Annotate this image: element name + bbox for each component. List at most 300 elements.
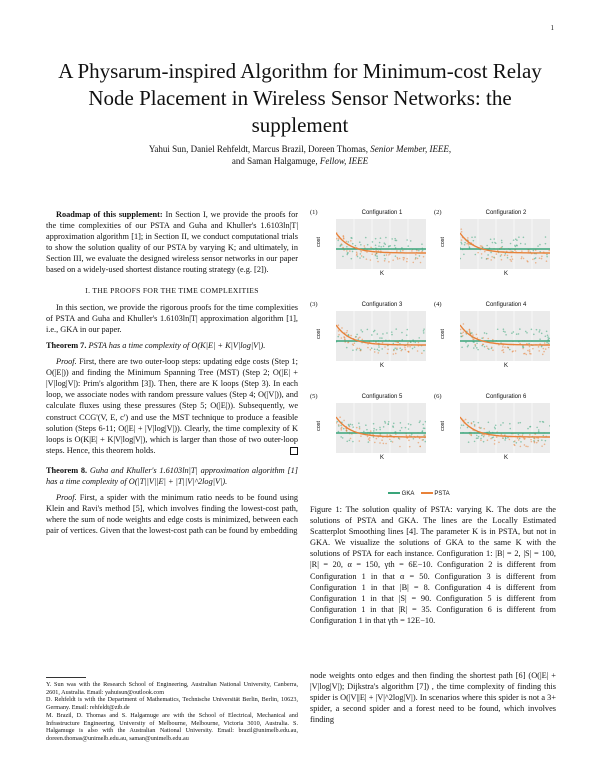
- psta-point: [507, 346, 509, 348]
- footnote-rule: [46, 677, 86, 678]
- gka-point: [460, 242, 462, 244]
- gka-point: [543, 435, 545, 437]
- gka-point: [547, 334, 549, 336]
- psta-point: [461, 239, 463, 241]
- psta-point: [352, 343, 354, 345]
- gka-point: [376, 252, 378, 254]
- gka-point: [515, 246, 517, 248]
- gka-point: [346, 347, 348, 349]
- proof-7: [46, 356, 298, 456]
- gka-point: [423, 332, 425, 334]
- gka-point: [347, 252, 349, 254]
- gka-point: [375, 255, 377, 257]
- proof-8: [46, 492, 298, 536]
- gka-point: [336, 421, 338, 423]
- panel-title: Configuration 5: [361, 394, 403, 400]
- gka-point: [539, 329, 541, 331]
- gka-point: [375, 244, 377, 246]
- gka-point: [422, 424, 424, 426]
- psta-point: [364, 245, 366, 247]
- gka-point: [477, 437, 479, 439]
- gka-point: [356, 349, 358, 351]
- psta-point: [340, 429, 342, 431]
- gka-point: [406, 329, 408, 331]
- gka-point: [379, 337, 381, 339]
- psta-point: [385, 443, 387, 445]
- gka-point: [377, 333, 379, 335]
- panel-y-label: cost: [440, 236, 447, 248]
- psta-point: [338, 424, 340, 426]
- psta-point: [487, 338, 489, 340]
- gka-point: [423, 350, 425, 352]
- gka-point: [539, 244, 541, 246]
- gka-point: [519, 328, 521, 330]
- gka-point: [492, 436, 494, 438]
- psta-point: [397, 258, 399, 260]
- psta-point: [368, 438, 370, 440]
- psta-point: [381, 439, 383, 441]
- psta-point: [521, 250, 523, 252]
- psta-point: [349, 250, 351, 252]
- psta-point: [529, 351, 531, 353]
- gka-point: [359, 257, 361, 259]
- gka-point: [545, 243, 547, 245]
- gka-point: [378, 245, 380, 247]
- gka-point: [471, 236, 473, 238]
- gka-point: [349, 440, 351, 442]
- gka-point: [476, 342, 478, 344]
- gka-point: [395, 328, 397, 330]
- gka-point: [363, 256, 365, 258]
- psta-point: [484, 434, 486, 436]
- gka-point: [379, 429, 381, 431]
- psta-point: [346, 330, 348, 332]
- psta-point: [338, 324, 340, 326]
- gka-point: [401, 332, 403, 334]
- plot-background: [336, 403, 426, 453]
- psta-point: [399, 258, 401, 260]
- psta-point: [524, 444, 526, 446]
- gka-point: [356, 334, 358, 336]
- psta-point: [346, 250, 348, 252]
- gka-point: [487, 254, 489, 256]
- psta-point: [465, 419, 467, 421]
- gka-point: [497, 328, 499, 330]
- psta-point: [527, 350, 529, 352]
- gka-point: [543, 421, 545, 423]
- gka-point: [384, 254, 386, 256]
- gka-point: [541, 333, 543, 335]
- authors-line-1: Yahui Sun, Daniel Rehfeldt, Marcus Brazil, Doreen Thomas,: [148, 144, 371, 154]
- gka-point: [419, 422, 421, 424]
- psta-point: [487, 258, 489, 260]
- psta-point: [346, 332, 348, 334]
- gka-point: [379, 242, 381, 244]
- gka-point: [393, 349, 395, 351]
- psta-point: [370, 247, 372, 249]
- qed-icon: [290, 447, 298, 455]
- gka-point: [371, 347, 373, 349]
- psta-point: [491, 346, 493, 348]
- gka-point: [538, 331, 540, 333]
- psta-point: [379, 442, 381, 444]
- psta-point: [548, 250, 550, 252]
- gka-point: [481, 345, 483, 347]
- psta-point: [543, 351, 545, 353]
- page-number: 1: [550, 24, 554, 32]
- psta-point: [511, 256, 513, 258]
- psta-point: [346, 430, 348, 432]
- psta-point: [369, 440, 371, 442]
- psta-point: [356, 253, 358, 255]
- psta-point: [397, 341, 399, 343]
- psta-point: [367, 347, 369, 349]
- psta-point: [520, 446, 522, 448]
- gka-point: [366, 429, 368, 431]
- gka-point: [352, 349, 354, 351]
- gka-point: [376, 255, 378, 257]
- gka-point: [516, 245, 518, 247]
- panel-label: (4): [434, 301, 442, 308]
- psta-point: [388, 261, 390, 263]
- psta-point: [341, 327, 343, 329]
- gka-point: [376, 429, 378, 431]
- psta-point: [469, 329, 471, 331]
- gka-point: [367, 244, 369, 246]
- psta-point: [492, 339, 494, 341]
- psta-point: [546, 260, 548, 262]
- psta-point: [501, 254, 503, 256]
- gka-point: [546, 256, 548, 258]
- psta-point: [521, 256, 523, 258]
- psta-point: [384, 260, 386, 262]
- panel-x-label: K: [379, 363, 384, 369]
- gka-point: [352, 426, 354, 428]
- figure-caption: Figure 1: The solution quality of PSTA: varying K. The dots are the solutions of PSTA and GKA. The lines are the Locally Estimated Scatterplot Smoothing lines [4]. The parameter K is in PSTA, but not in GKA. We visualize the solutions of GKA to the same K with the solutions of PSTA for each instance. Configuration 1: |B| = 2, |S| = 100, |R| = 20, α = 150, γth = 6E−10. Configuration 2 is different from Configuration 1 in that α = 50. Configuration 3 is different from Configuration 1 in that |B| = 8. Configuration 4 is different from Configuration 1 in that |S| = 90. Configuration 5 is different from Configuration 1 in that |R| = 35. Configuration 6 is different from Configuration 1 in that γth = 12E−10.: [310, 505, 556, 625]
- gka-point: [337, 336, 339, 338]
- gka-point: [383, 245, 385, 247]
- psta-point: [395, 353, 397, 355]
- psta-point: [460, 228, 462, 230]
- psta-point: [470, 435, 472, 437]
- author-list: [120, 143, 480, 167]
- gka-point: [546, 342, 548, 344]
- theorem-8-statement: Guha and Khuller's 1.6103ln|T| approximation algorithm [1] has a time complexity of O(|T||V||E| + |T||V|^2log|V|).: [46, 465, 298, 486]
- psta-point: [538, 346, 540, 348]
- psta-point: [522, 435, 524, 437]
- gka-point: [516, 333, 518, 335]
- psta-point: [419, 446, 421, 448]
- gka-point: [367, 329, 369, 331]
- figure-1: [308, 209, 558, 501]
- panel-x-label: K: [379, 271, 384, 277]
- roadmap-text: In Section I, we provide the proofs for the time complexities of our PSTA and Guha and Khuller's 1.6103ln|T| approximation algorithm [1]; in Section II, we conduct computational trials to show the solution quality of our PSTA by varying K; and ultimately, in Section III, we evaluate the designed wireless sensor networks in our paper based on a widely-used shortest distance routing strategy (e.g. [2]).: [46, 210, 298, 275]
- psta-point: [339, 416, 341, 418]
- gka-point: [365, 237, 367, 239]
- gka-point: [486, 333, 488, 335]
- gka-point: [463, 424, 465, 426]
- section-1-intro: In this section, we provide the rigorous proofs for the time complexities of PSTA and Guha and Khuller's 1.6103ln|T| approximation algorithm [1], i.e., GKA in our paper.: [46, 302, 298, 334]
- psta-point: [476, 334, 478, 336]
- gka-point: [380, 246, 382, 248]
- psta-point: [488, 435, 490, 437]
- psta-point: [524, 438, 526, 440]
- gka-point: [408, 423, 410, 425]
- psta-point: [356, 427, 358, 429]
- figure-legend: [388, 491, 450, 497]
- gka-point: [347, 241, 349, 243]
- gka-point: [381, 348, 383, 350]
- gka-point: [533, 250, 535, 252]
- gka-point: [484, 332, 486, 334]
- psta-point: [541, 256, 543, 258]
- psta-point: [360, 251, 362, 253]
- psta-point: [509, 439, 511, 441]
- psta-point: [359, 440, 361, 442]
- gka-point: [394, 245, 396, 247]
- left-column: [46, 209, 298, 536]
- psta-point: [474, 344, 476, 346]
- gka-point: [415, 257, 417, 259]
- gka-point: [346, 254, 348, 256]
- psta-point: [367, 436, 369, 438]
- psta-point: [359, 348, 361, 350]
- gka-point: [360, 329, 362, 331]
- psta-point: [408, 440, 410, 442]
- gka-point: [490, 239, 492, 241]
- panel-plot: [460, 311, 550, 361]
- gka-point: [539, 338, 541, 340]
- gka-point: [505, 253, 507, 255]
- psta-point: [541, 445, 543, 447]
- psta-point: [539, 257, 541, 259]
- gka-point: [464, 242, 466, 244]
- gka-point: [516, 442, 518, 444]
- figure-panel-6: [432, 393, 550, 465]
- psta-point: [405, 349, 407, 351]
- plot-background: [460, 311, 550, 361]
- gka-point: [400, 250, 402, 252]
- gka-point: [355, 245, 357, 247]
- gka-point: [509, 423, 511, 425]
- panel-plot: [460, 219, 550, 269]
- proof-8-text: First, a spider with the minimum ratio needs to be found using Klein and Ravi's method [5], which involves finding the lowest-cost path, where the sum of node weights and edge costs is minimized, between each pair of vertices. Given that the lowest-cost path can be found by embedding: [46, 493, 298, 536]
- gka-point: [379, 427, 381, 429]
- gka-point: [383, 426, 385, 428]
- roadmap-heading: Roadmap of this supplement:: [56, 210, 163, 219]
- psta-point: [534, 442, 536, 444]
- gka-point: [493, 238, 495, 240]
- gka-point: [363, 431, 365, 433]
- gka-point: [343, 428, 345, 430]
- psta-point: [343, 420, 345, 422]
- gka-point: [362, 331, 364, 333]
- psta-point: [416, 250, 418, 252]
- psta-point: [369, 437, 371, 439]
- gka-point: [511, 332, 513, 334]
- gka-point: [352, 441, 354, 443]
- gka-point: [386, 332, 388, 334]
- plot-background: [336, 219, 426, 269]
- gka-point: [524, 243, 526, 245]
- psta-point: [484, 251, 486, 253]
- gka-point: [486, 245, 488, 247]
- panel-label: (6): [434, 393, 442, 400]
- right-column-text: [310, 670, 556, 725]
- psta-point: [370, 349, 372, 351]
- gka-point: [474, 236, 476, 238]
- psta-point: [424, 434, 426, 436]
- psta-point: [399, 446, 401, 448]
- psta-point: [393, 353, 395, 355]
- gka-point: [518, 236, 520, 238]
- psta-point: [350, 240, 352, 242]
- psta-point: [474, 425, 476, 427]
- panel-label: (2): [434, 209, 442, 216]
- gka-point: [541, 439, 543, 441]
- gka-point: [373, 430, 375, 432]
- psta-point: [407, 346, 409, 348]
- psta-point: [356, 348, 358, 350]
- psta-point: [412, 262, 414, 264]
- gka-point: [371, 334, 373, 336]
- psta-point: [389, 434, 391, 436]
- figure-panel-3: [308, 301, 426, 373]
- panel-plot: [336, 403, 426, 453]
- section-1-heading: I. THE PROOFS FOR THE TIME COMPLEXITIES: [85, 285, 259, 295]
- gka-point: [502, 422, 504, 424]
- gka-point: [547, 336, 549, 338]
- gka-point: [535, 257, 537, 259]
- psta-point: [503, 352, 505, 354]
- gka-point: [536, 329, 538, 331]
- psta-point: [419, 437, 421, 439]
- psta-point: [408, 351, 410, 353]
- gka-point: [346, 246, 348, 248]
- psta-point: [504, 346, 506, 348]
- gka-point: [407, 245, 409, 247]
- gka-point: [391, 334, 393, 336]
- gka-point: [545, 335, 547, 337]
- psta-point: [384, 346, 386, 348]
- psta-point: [407, 342, 409, 344]
- gka-point: [492, 242, 494, 244]
- gka-point: [509, 428, 511, 430]
- psta-point: [515, 350, 517, 352]
- gka-point: [401, 349, 403, 351]
- psta-point: [523, 353, 525, 355]
- gka-point: [513, 239, 515, 241]
- gka-point: [509, 349, 511, 351]
- gka-point: [393, 343, 395, 345]
- gka-point: [538, 431, 540, 433]
- gka-point: [503, 330, 505, 332]
- gka-point: [385, 422, 387, 424]
- theorem-7-heading: Theorem 7.: [46, 340, 87, 350]
- gka-point: [473, 240, 475, 242]
- gka-point: [393, 423, 395, 425]
- gka-point: [399, 347, 401, 349]
- gka-point: [533, 334, 535, 336]
- gka-point: [465, 342, 467, 344]
- gka-point: [377, 349, 379, 351]
- gka-point: [384, 258, 386, 260]
- gka-point: [477, 422, 479, 424]
- gka-point: [351, 258, 353, 260]
- psta-point: [494, 257, 496, 259]
- psta-point: [544, 443, 546, 445]
- psta-point: [461, 231, 463, 233]
- gka-point: [482, 247, 484, 249]
- proof-8-heading: Proof.: [56, 493, 77, 503]
- psta-point: [361, 339, 363, 341]
- gka-point: [488, 421, 490, 423]
- psta-point: [526, 260, 528, 262]
- gka-point: [410, 240, 412, 242]
- psta-point: [468, 244, 470, 246]
- psta-point: [504, 255, 506, 257]
- psta-point: [509, 259, 511, 261]
- psta-point: [341, 243, 343, 245]
- gka-point: [337, 240, 339, 242]
- gka-point: [378, 350, 380, 352]
- gka-point: [490, 252, 492, 254]
- psta-point: [527, 446, 529, 448]
- gka-point: [488, 348, 490, 350]
- panel-y-label: cost: [440, 420, 447, 432]
- psta-point: [360, 350, 362, 352]
- gka-point: [388, 246, 390, 248]
- theorem-8: [46, 465, 298, 487]
- gka-point: [477, 349, 479, 351]
- panel-y-label: cost: [440, 328, 447, 340]
- gka-point: [422, 250, 424, 252]
- psta-point: [478, 427, 480, 429]
- proof-7-heading: Proof.: [56, 357, 77, 367]
- gka-point: [536, 427, 538, 429]
- psta-point: [490, 259, 492, 261]
- gka-point: [360, 253, 362, 255]
- panel-x-label: K: [503, 363, 508, 369]
- gka-point: [501, 242, 503, 244]
- psta-point: [418, 342, 420, 344]
- gka-point: [486, 258, 488, 260]
- psta-point: [350, 335, 352, 337]
- psta-point: [409, 446, 411, 448]
- psta-point: [387, 353, 389, 355]
- gka-point: [519, 438, 521, 440]
- psta-point: [343, 336, 345, 338]
- psta-point: [417, 350, 419, 352]
- gka-point: [342, 256, 344, 258]
- gka-point: [468, 246, 470, 248]
- psta-point: [523, 258, 525, 260]
- gka-point: [481, 337, 483, 339]
- psta-point: [472, 334, 474, 336]
- paper-title: A Physarum-inspired Algorithm for Minimum-cost Relay Node Placement in Wireless Sensor Networks: the supplement: [58, 59, 542, 137]
- gka-point: [525, 331, 527, 333]
- gka-point: [394, 240, 396, 242]
- gka-point: [424, 441, 426, 443]
- psta-point: [518, 439, 520, 441]
- psta-point: [396, 347, 398, 349]
- psta-point: [502, 349, 504, 351]
- psta-point: [512, 258, 514, 260]
- psta-point: [501, 259, 503, 261]
- gka-point: [338, 431, 340, 433]
- gka-point: [419, 255, 421, 257]
- gka-point: [401, 427, 403, 429]
